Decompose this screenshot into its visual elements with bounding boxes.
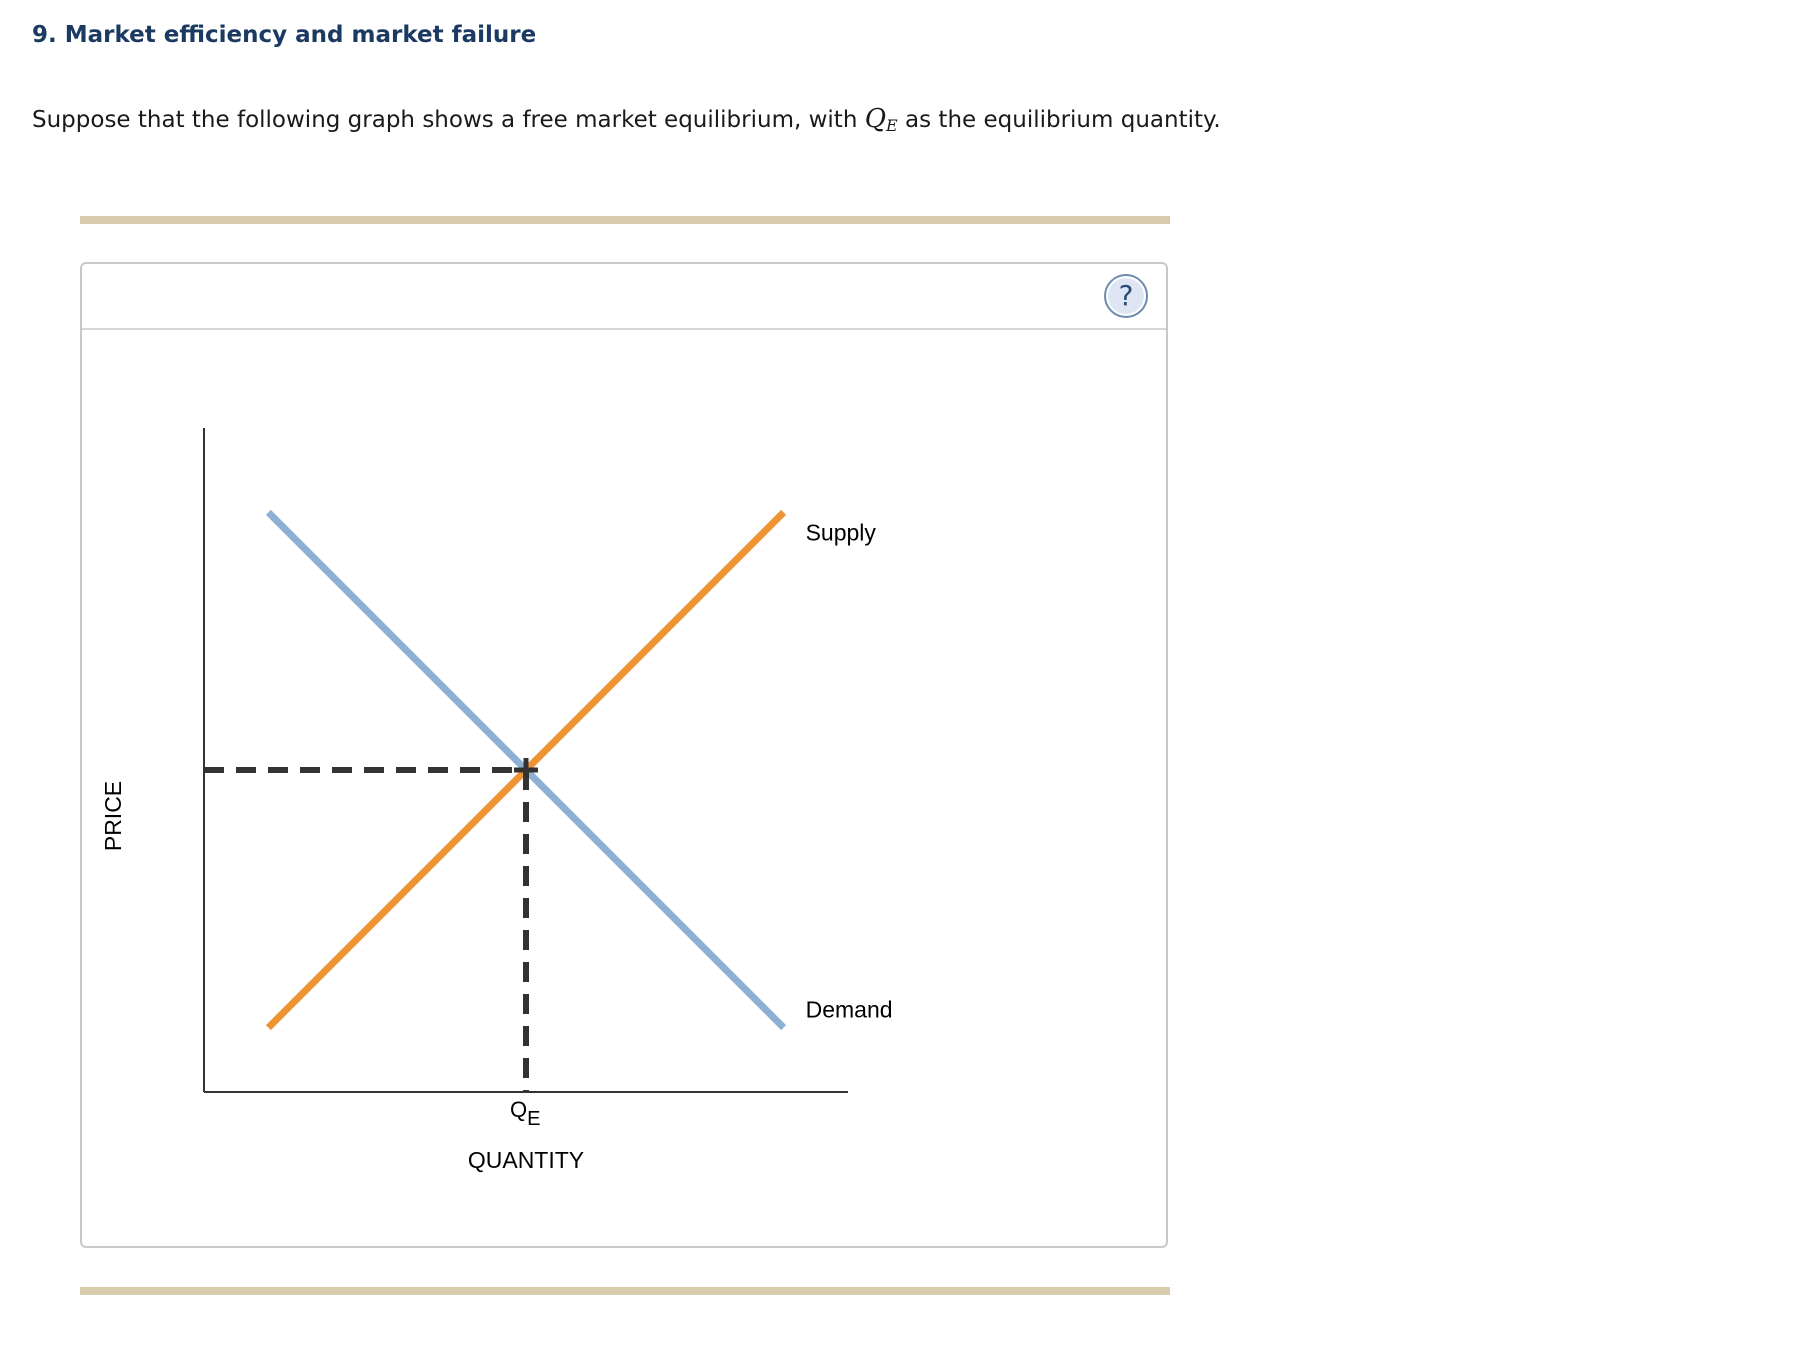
x-tick-label: QE	[510, 1097, 541, 1130]
y-axis-label: PRICE	[100, 780, 126, 852]
page-title: 9. Market efficiency and market failure	[32, 22, 537, 48]
x-axis-label: QUANTITY	[467, 1147, 585, 1173]
top-divider	[80, 216, 1170, 224]
series-label-supply: Supply	[805, 519, 876, 546]
market-graph	[82, 264, 1166, 1246]
bottom-divider	[80, 1287, 1170, 1295]
equilibrium-quantity-symbol: Q	[864, 104, 887, 134]
equilibrium-quantity-subscript: E	[886, 116, 898, 135]
question-text	[32, 104, 1221, 135]
question-text-after: as the equilibrium quantity.	[897, 107, 1221, 133]
series-label-demand: Demand	[805, 996, 893, 1023]
graph-panel	[80, 262, 1168, 1248]
question-text-before: Suppose that the following graph shows a free market equilibrium, with	[32, 107, 865, 133]
help-icon[interactable]: ?	[1104, 274, 1148, 318]
